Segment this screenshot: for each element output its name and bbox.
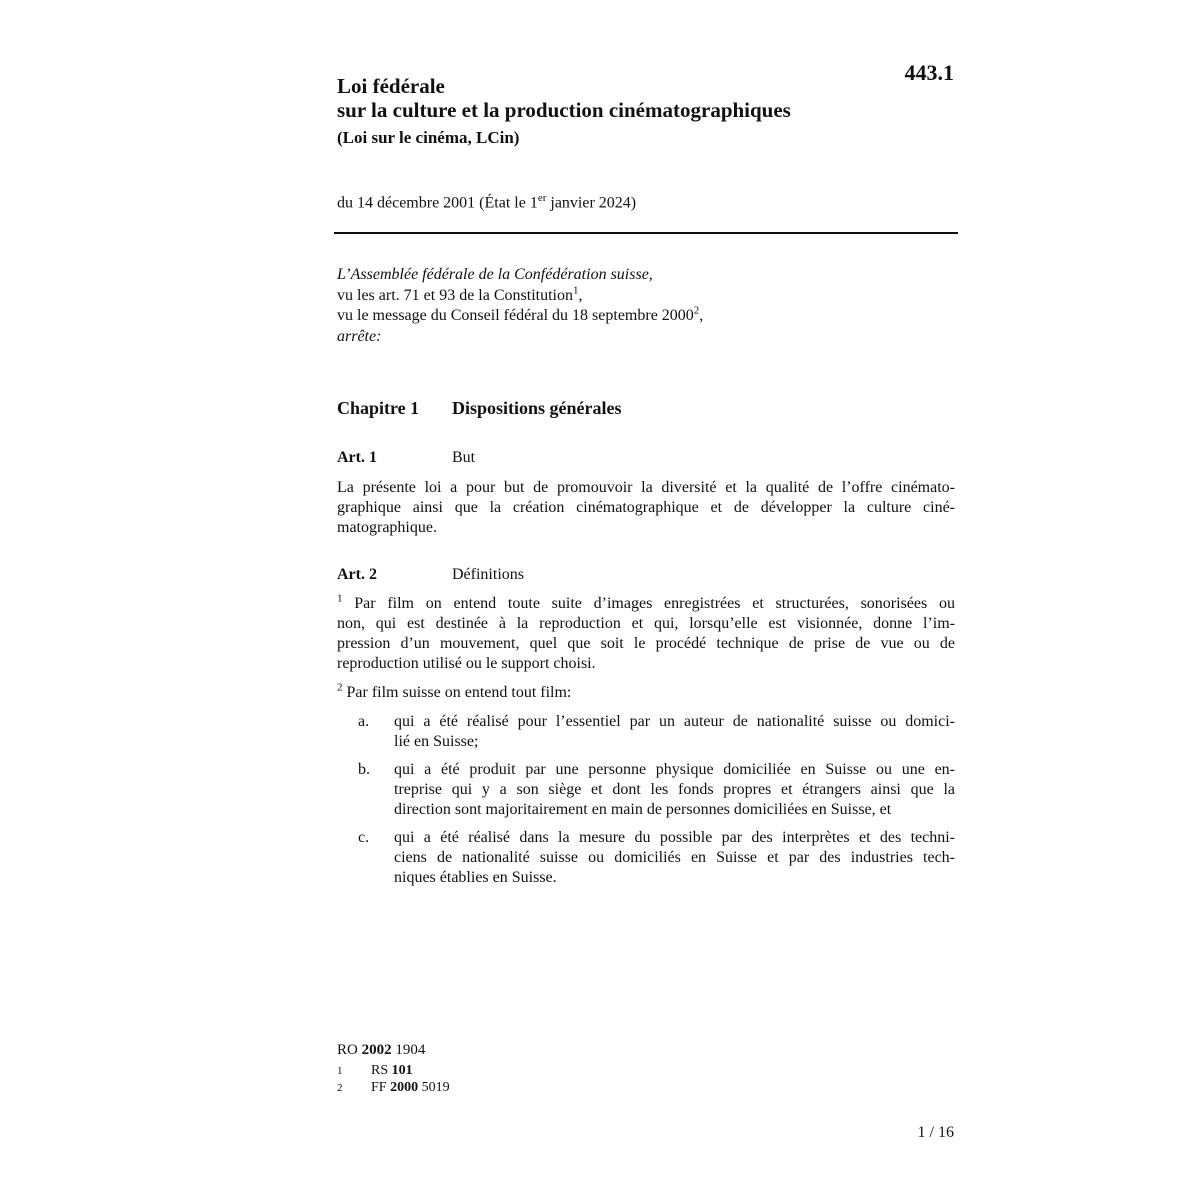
preamble [337, 264, 957, 348]
footnote-1: 1 RS 101 [337, 1063, 413, 1078]
footnote-2: 2 FF 2000 5019 [337, 1080, 450, 1095]
footnote-mark: 2 [337, 1082, 343, 1094]
article-2-paragraph-2: $^2$ Par film suisse on entend tout film: [337, 681, 572, 701]
preamble-constitution: vu les art. 71 et 93 de la Constitution$^1$, [337, 284, 583, 304]
footnote-ref-2[interactable]: 2 [693, 304, 700, 317]
footnote-ref-1[interactable]: 1 [572, 284, 579, 297]
article-1-heading [337, 449, 475, 467]
article-2-paragraph-1: $^1$ Par film on entend toute suite d’images enregistrées et structurées, sonorisées ou non, qui est destinée à la reproduction et qui, lorsqu’elle est visionnée, donne l’im- pression d’un mouvement, quel que soit le procédé technique de prise de vue ou de reproduction utilisé ou le support choisi. [337, 592, 955, 672]
date-text: du 14 décembre 2001 (État le 1 [337, 194, 538, 212]
title-block [337, 74, 897, 149]
article-1-number: Art. 1 [337, 449, 377, 466]
article-2-heading [337, 566, 524, 584]
preamble-assembly: L’Assemblée fédérale de la Confédération suisse, [337, 266, 653, 283]
footnote-mark: 1 [337, 1065, 343, 1077]
date-superscript: er [537, 192, 547, 204]
paragraph-number: 1 [337, 592, 343, 605]
preamble-decrees: arrête: [337, 328, 382, 345]
list-letter: a. [358, 713, 370, 730]
list-letter: c. [358, 829, 370, 846]
preamble-message: vu le message du Conseil fédéral du 18 septembre 2000$^2$, [337, 304, 704, 324]
article-2-title: Définitions [452, 566, 524, 583]
header-divider [334, 232, 958, 234]
title-line-2: sur la culture et la production cinématographiques [337, 98, 791, 122]
article-2-number: Art. 2 [337, 566, 377, 583]
list-item-c: c. qui a été réalisé dans la mesure du possible par des interprètes et des techni- ciens de nationalité suisse ou domiciliés en Suisse et par des industries tech- niques établies en Suisse. [358, 829, 955, 886]
date-line [337, 192, 636, 212]
article-1-title: But [452, 449, 476, 466]
title-line-1: Loi fédérale [337, 74, 445, 98]
article-1-text: La présente loi a pour but de promouvoir la diversité et la qualité de l’offre cinémato- graphique ainsi que la création cinématographique et de développer la culture ciné- matographique. [337, 479, 955, 536]
chapter-heading [337, 398, 622, 419]
page-number: 1 / 16 [917, 1124, 954, 1141]
paragraph-number: 2 [337, 681, 343, 694]
official-compilation-ref: RO 2002 1904 [337, 1042, 426, 1058]
sr-number: 443.1 [904, 60, 954, 85]
date-text-end: janvier 2024) [546, 194, 637, 212]
subtitle: (Loi sur le cinéma, LCin) [337, 128, 520, 147]
list-item-a: a. qui a été réalisé pour l’essentiel par un auteur de nationalité suisse ou domici- lié en Suisse; [358, 713, 955, 750]
chapter-number: Chapitre 1 [337, 398, 420, 418]
list-item-b: b. qui a été produit par une personne physique domiciliée en Suisse ou une en- treprise qui y a son siège et dont les fonds propres et étrangers ainsi que la direction sont majoritairement en main de personnes domiciliées en Suisse, et [358, 761, 955, 818]
chapter-title: Dispositions générales [452, 398, 622, 418]
list-letter: b. [358, 761, 370, 778]
